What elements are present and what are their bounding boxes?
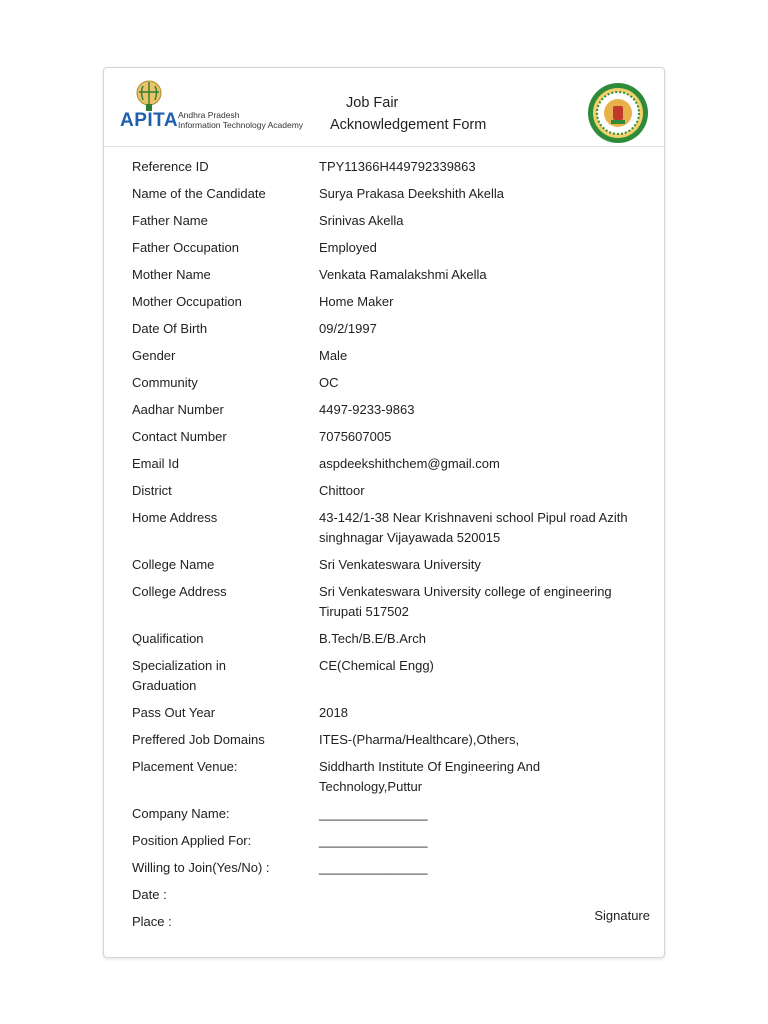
- field-college-name: [132, 555, 652, 582]
- field-value: ITES-(Pharma/Healthcare),Others,: [319, 732, 520, 747]
- field-label: Mother Occupation: [132, 294, 242, 309]
- form-title: [330, 92, 486, 136]
- field-value: Sri Venkateswara University: [319, 557, 481, 572]
- field-value: 2018: [319, 705, 348, 720]
- field-label: Community: [132, 375, 198, 390]
- field-email-id: [132, 454, 652, 481]
- logo-subtitle: [178, 110, 303, 130]
- form-title-line1: Job Fair: [346, 95, 399, 111]
- form-header: [104, 68, 664, 147]
- field-label: Father Occupation: [132, 240, 239, 255]
- field-willing-to-join: [132, 858, 652, 885]
- field-value: 43-142/1-38 Near Krishnaveni school Pipul road Azith singhnagar Vijayawada 520015: [319, 510, 628, 545]
- field-label: District: [132, 483, 172, 498]
- government-seal-icon: [587, 82, 649, 144]
- field-aadhar-number: [132, 400, 652, 427]
- field-label: Name of the Candidate: [132, 186, 266, 201]
- logo-wordmark: APITA: [120, 110, 179, 131]
- field-value: Siddharth Institute Of Engineering And Technology,Puttur: [319, 759, 541, 794]
- apita-logo: [120, 80, 310, 130]
- field-label: Home Address: [132, 510, 218, 525]
- field-value: 7075607005: [319, 429, 392, 444]
- field-placement-venue: [132, 757, 652, 804]
- field-value: Chittoor: [319, 483, 365, 498]
- field-mother-name: [132, 265, 652, 292]
- field-place: [132, 912, 652, 939]
- field-label: Date Of Birth: [132, 321, 208, 336]
- field-home-address: [132, 508, 652, 555]
- field-company-name: [132, 804, 652, 831]
- field-label: Email Id: [132, 456, 179, 471]
- field-label: College Name: [132, 557, 215, 572]
- field-district: [132, 481, 652, 508]
- field-value: aspdeekshithchem@gmail.com: [319, 456, 500, 471]
- field-value: TPY11366H449792339863: [319, 159, 476, 174]
- field-label: Preffered Job Domains: [132, 732, 265, 747]
- field-position-applied: [132, 831, 652, 858]
- field-gender: [132, 346, 652, 373]
- form-fields: [132, 157, 652, 939]
- field-value: 09/2/1997: [319, 321, 377, 336]
- field-father-name: [132, 211, 652, 238]
- field-label: Specialization in Graduation: [132, 658, 226, 693]
- signature-label: Signature: [594, 908, 650, 923]
- field-label: Pass Out Year: [132, 705, 216, 720]
- field-qualification: [132, 629, 652, 656]
- field-candidate-name: [132, 184, 652, 211]
- field-value: CE(Chemical Engg): [319, 658, 434, 673]
- field-label: Placement Venue:: [132, 759, 238, 774]
- field-label: Reference ID: [132, 159, 209, 174]
- field-label: Company Name:: [132, 806, 230, 821]
- logo-subtitle-line2: Information Technology Academy: [178, 120, 304, 130]
- logo-subtitle-line1: Andhra Pradesh: [178, 110, 240, 120]
- field-label: Position Applied For:: [132, 833, 252, 848]
- field-date: [132, 885, 652, 912]
- field-label: Father Name: [132, 213, 208, 228]
- field-value: Home Maker: [319, 294, 394, 309]
- field-reference-id: [132, 157, 652, 184]
- field-value: Srinivas Akella: [319, 213, 404, 228]
- field-value: Venkata Ramalakshmi Akella: [319, 267, 487, 282]
- acknowledgement-form-card: [103, 67, 665, 958]
- form-title-line2: Acknowledgement Form: [330, 117, 487, 133]
- field-label: Date :: [132, 887, 167, 902]
- field-value: Sri Venkateswara University college of engineering Tirupati 517502: [319, 584, 612, 619]
- field-label: Aadhar Number: [132, 402, 224, 417]
- field-label: College Address: [132, 584, 227, 599]
- field-father-occupation: [132, 238, 652, 265]
- field-community: [132, 373, 652, 400]
- brain-emblem-icon: [134, 80, 164, 114]
- field-label: Willing to Join(Yes/No) :: [132, 860, 270, 875]
- field-specialization: [132, 656, 652, 703]
- field-contact-number: [132, 427, 652, 454]
- field-label: Mother Name: [132, 267, 211, 282]
- field-label: Gender: [132, 348, 176, 363]
- field-value: OC: [319, 375, 339, 390]
- field-blank-line: _______________: [319, 833, 428, 848]
- field-label: Qualification: [132, 631, 204, 646]
- field-value: 4497-9233-9863: [319, 402, 415, 417]
- field-value: Employed: [319, 240, 377, 255]
- field-date-of-birth: [132, 319, 652, 346]
- field-value: Male: [319, 348, 348, 363]
- field-blank-line: _______________: [319, 806, 428, 821]
- field-mother-occupation: [132, 292, 652, 319]
- field-pass-out-year: [132, 703, 652, 730]
- field-label: Contact Number: [132, 429, 227, 444]
- field-label: Place :: [132, 914, 172, 929]
- field-blank-line: _______________: [319, 860, 428, 875]
- field-college-address: [132, 582, 652, 629]
- field-value: Surya Prakasa Deekshith Akella: [319, 186, 504, 201]
- field-job-domains: [132, 730, 652, 757]
- field-value: B.Tech/B.E/B.Arch: [319, 631, 426, 646]
